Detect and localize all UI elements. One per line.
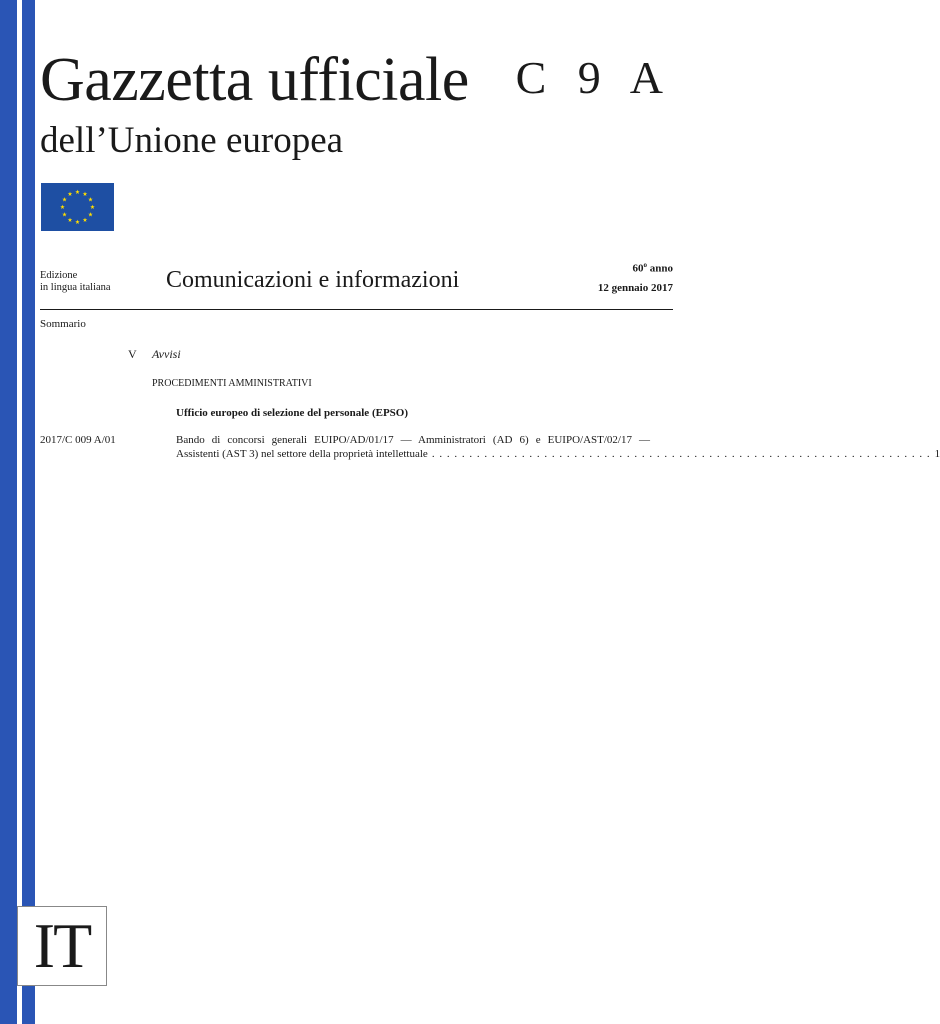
- contents-entry[interactable]: [176, 433, 940, 461]
- volume-year: [633, 258, 674, 276]
- year-number: 60: [632, 262, 644, 275]
- part-title: Avvisi: [152, 347, 181, 361]
- edition-label: [40, 270, 111, 294]
- entry-title-line-2-row: [176, 447, 940, 461]
- edition-line-1: Edizione: [40, 270, 78, 281]
- entry-title-line-2: Assistenti (AST 3) nel settore della proprietà intellettuale: [176, 448, 428, 460]
- series-identifier: C 9 A: [515, 52, 673, 103]
- year-word: anno: [649, 262, 673, 275]
- part-number: V: [128, 347, 137, 361]
- office-heading: Ufficio europeo di selezione del personale (EPSO): [176, 407, 408, 419]
- masthead-divider: [40, 309, 673, 310]
- entry-reference: 2017/C 009 A/01: [40, 434, 116, 446]
- journal-subtitle: dell’Unione europea: [40, 120, 344, 161]
- entry-title-line-1: Bando di concorsi generali EUIPO/AD/01/17 — Amministratori (AD 6) e EUIPO/AST/02/17 —: [176, 434, 650, 446]
- edition-line-2: in lingua italiana: [40, 282, 111, 293]
- blue-side-stripe-inner: [22, 0, 35, 1024]
- procedure-heading: PROCEDIMENTI AMMINISTRATIVI: [152, 378, 312, 389]
- issue-date: 12 gennaio 2017: [597, 282, 673, 294]
- dot-leader: . . . . . . . . . . . . . . . . . . . . . . . . . . . . . . . . . . . . . . . . . . . . . . . . . . . . . . . . . . . . . . . . . . .: [431, 448, 931, 460]
- language-code-box: IT: [17, 906, 107, 986]
- year-ordinal-suffix: o: [643, 261, 647, 269]
- entry-page-number: 1: [934, 448, 940, 460]
- section-title: Comunicazioni e informazioni: [166, 267, 460, 293]
- summary-label: Sommario: [40, 318, 86, 330]
- journal-title: Gazzetta ufficiale: [40, 46, 469, 114]
- blue-side-stripe: [0, 0, 17, 1024]
- eu-flag-icon: [41, 183, 114, 231]
